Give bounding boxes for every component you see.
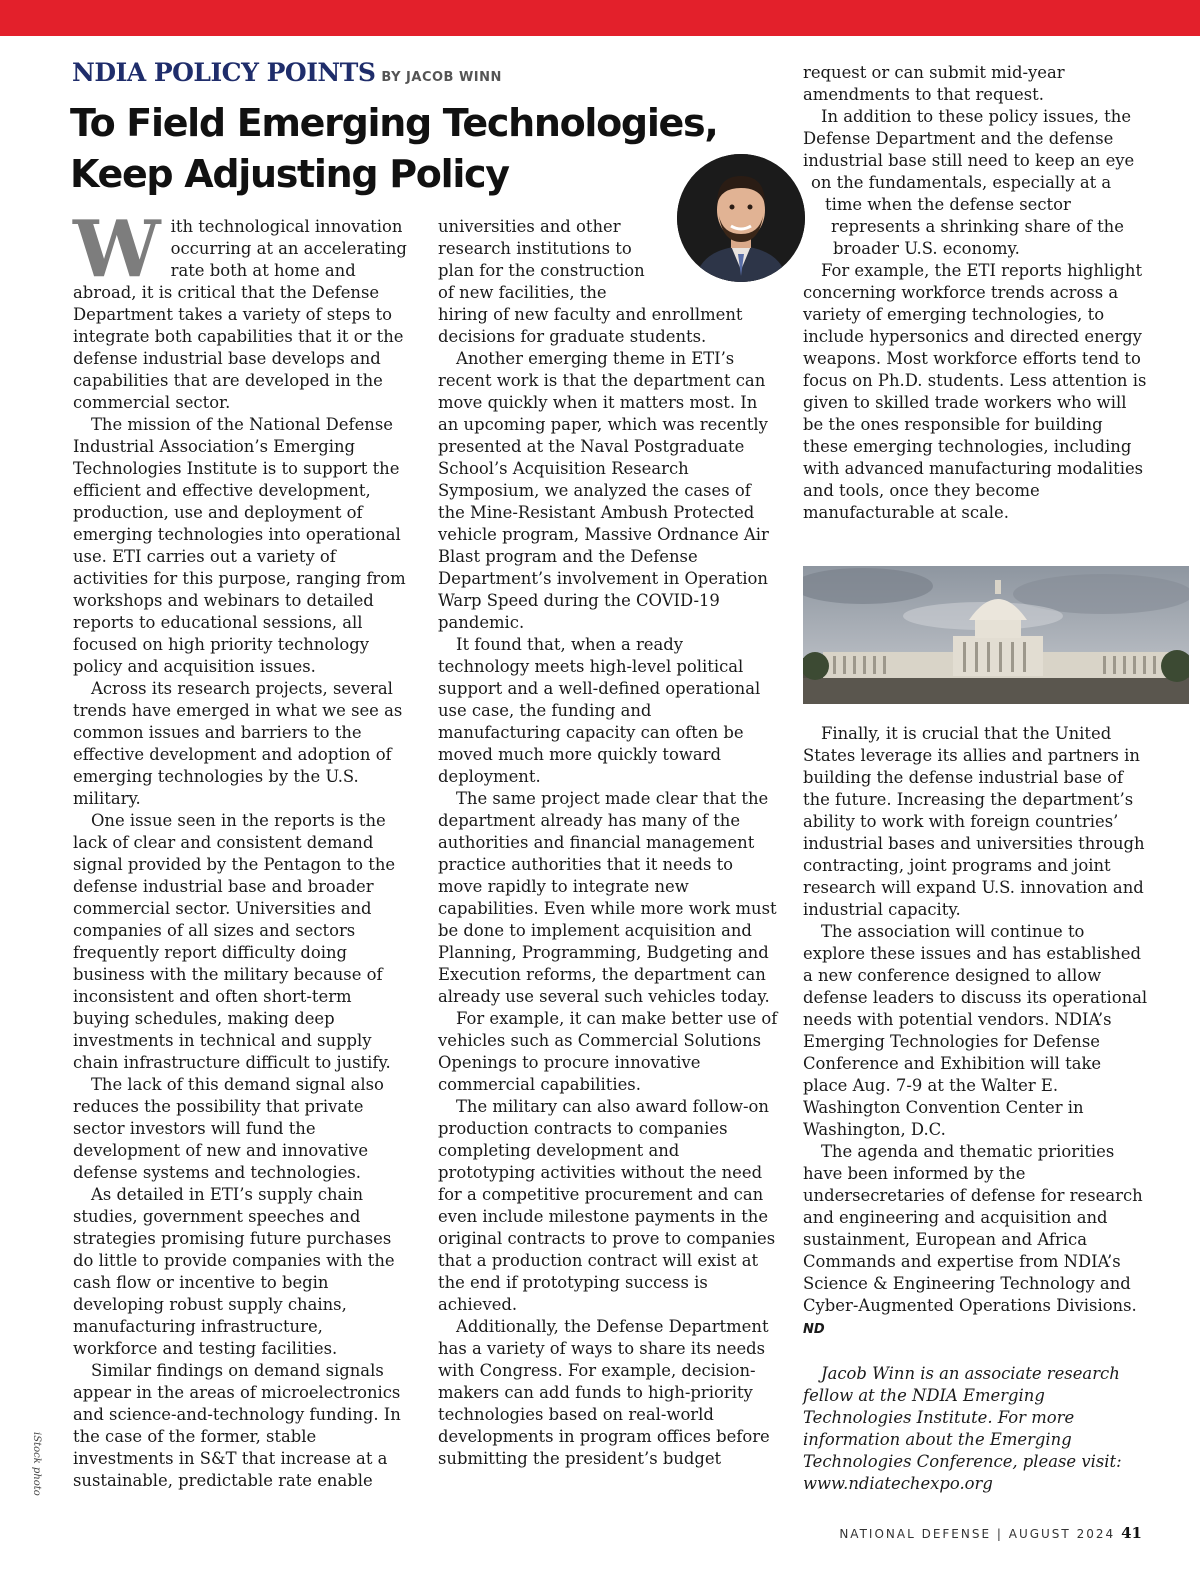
paragraph-text: ith technological innovation occurring at an accelerating rate both at home and abroad, it is critical that the Defense Department takes a variety of steps to integrate both capabilities that it or the defense industrial base develops and capabilities that are developed in the commercial sector.: [73, 217, 407, 412]
column-2: [438, 216, 778, 1470]
paragraph: Finally, it is crucial that the United States leverage its allies and partners in building the defense industrial base of the future. Increasing the department’s ability to work with foreign countries’ industrial bases and universities through contracting, joint programs and joint research will expand U.S. innovation and industrial capacity.: [803, 724, 1145, 919]
capitol-photo: [803, 566, 1189, 704]
paragraph: request or can submit mid-year amendments to that request.: [803, 63, 1065, 104]
author-bio: Jacob Winn is an associate research fellow at the NDIA Emerging Technologies Institute. For more information about the Emerging Technologies Conference, please visit: www.ndiatechexpo.org: [803, 1364, 1122, 1493]
paragraph: Similar findings on demand signals appear in the areas of microelectronics and science-and-technology funding. In the case of the former, stable investments in S&T that increase at a sustainable, predictable rate enable: [73, 1361, 401, 1490]
column-3-top: [803, 62, 1148, 524]
photo-credit-text: iStock photo: [31, 1432, 42, 1496]
byline: BY JACOB WINN: [381, 70, 502, 85]
capitol-illustration: [803, 566, 1189, 704]
author-portrait-illustration: [677, 154, 805, 282]
wrap-spacer: [803, 194, 825, 216]
top-color-bar: [0, 0, 1200, 36]
paragraph: [803, 1141, 1148, 1341]
paragraph: Additionally, the Defense Department has a variety of ways to share its needs with Congress. For example, decision-makers can add funds to high-priority technologies based on real-world developments in program offices before submitting the president’s budget: [438, 1317, 770, 1468]
wrap-spacer: [803, 238, 833, 260]
paragraph: For example, it can make better use of vehicles such as Commercial Solutions Openings to procure innovative commercial capabilities.: [438, 1009, 778, 1094]
publication-line: NATIONAL DEFENSE | AUGUST 2024: [839, 1527, 1116, 1541]
end-mark: ND: [803, 1322, 825, 1337]
author-portrait: [677, 154, 805, 282]
column-1: [73, 204, 411, 1492]
paragraph: It found that, when a ready technology meets high-level political support and a well-defined operational use case, the funding and manufacturing capacity can often be moved much more quickly toward deployment.: [438, 635, 761, 786]
paragraph: The military can also award follow-on production contracts to companies completing development and prototyping activities without the need for a competitive procurement and can even include milestone payments in the original contracts to prove to companies that a production contract will exist at the end if prototyping success is achieved.: [438, 1097, 776, 1314]
paragraph: The mission of the National Defense Industrial Association’s Emerging Technologies Institute is to support the efficient and effective development, production, use and deployment of emerging technologies into operational use. ETI carries out a variety of activities for this purpose, ranging from workshops and webinars to detailed reports to educational sessions, all focused on high priority technology policy and acquisition issues.: [73, 415, 406, 676]
paragraph: Across its research projects, several trends have emerged in what we see as common issues and barriers to the effective development and adoption of emerging technologies by the U.S. military.: [73, 679, 403, 808]
headline-line-2: Keep Adjusting Policy: [70, 152, 509, 196]
page-footer: [839, 1524, 1142, 1542]
paragraph: For example, the ETI reports highlight concerning workforce trends across a variety of emerging technologies, to include hypersonics and directed energy weapons. Most workforce efforts tend to focus on Ph.D. students. Less attention is given to skilled trade workers who will be the ones responsible for building these emerging technologies, including with advanced manufacturing modalities and tools, once they become manufacturable at scale.: [803, 261, 1147, 522]
paragraph: The association will continue to explore these issues and has established a new conference designed to allow defense leaders to discuss its operational needs with potential vendors. NDIA’s Emerging Technologies for Defense Conference and Exhibition will take place Aug. 7-9 at the Walter E. Washington Convention Center in Washington, D.C.: [803, 922, 1148, 1139]
page-number: 41: [1121, 1524, 1142, 1542]
paragraph: Another emerging theme in ETI’s recent work is that the department can move quickly when it matters most. In an upcoming paper, which was recently presented at the Naval Postgraduate School’s Acquisition Research Symposium, we analyzed the cases of the Mine-Resistant Ambush Protected vehicle program, Massive Ordnance Air Blast program and the Defense Department’s involvement in Operation Warp Speed during the COVID-19 pandemic.: [438, 349, 769, 632]
paragraph: universities and other research institutions to plan for the construction of new facilities, the hiring of new faculty and enrollment decisions for graduate students.: [438, 217, 743, 346]
photo-credit: [14, 1432, 54, 1502]
paragraph: [73, 204, 411, 414]
section-label: NDIA POLICY POINTS: [72, 58, 376, 87]
paragraph: In addition to these policy issues, the Defense Department and the defense industrial base still need to keep an eye on the fundamentals, especially at a time when the defense sector represents a shrinking share of the broader U.S. economy.: [803, 107, 1135, 258]
paragraph: The same project made clear that the department already has many of the authorities and financial management practice authorities that it needs to move rapidly to integrate new capabilities. Even while more work must be done to implement acquisition and Planning, Programming, Budgeting and Execution reforms, the department can already use several such vehicles today.: [438, 789, 777, 1006]
headline: [70, 98, 770, 200]
kicker: [72, 58, 502, 92]
paragraph: The lack of this demand signal also reduces the possibility that private sector investors will fund the development of new and innovative defense systems and technologies.: [73, 1075, 384, 1182]
paragraph: As detailed in ETI’s supply chain studies, government speeches and strategies promising future purchases do little to provide companies with the cash flow or incentive to begin developing robust supply chains, manufacturing infrastructure, workforce and testing facilities.: [73, 1185, 395, 1358]
column-3-bottom: [803, 723, 1148, 1495]
drop-cap: W: [73, 204, 161, 295]
headline-line-1: To Field Emerging Technologies,: [70, 101, 718, 145]
wrap-spacer: [803, 216, 831, 238]
paragraph: One issue seen in the reports is the lack of clear and consistent demand signal provided by the Pentagon to the defense industrial base and broader commercial sector. Universities and companies of all sizes and sectors frequently report difficulty doing business with the military because of inconsistent and often short-term buying schedules, making deep investments in technical and supply chain infrastructure difficult to justify.: [73, 811, 396, 1072]
wrap-spacer: [803, 172, 811, 194]
paragraph-text: The agenda and thematic priorities have been informed by the undersecretaries of defense for research and engineering and acquisition and sustainment, European and Africa Commands and expertise from NDIA’s Science & Engineering Technology and Cyber-Augmented Operations Divisions.: [803, 1142, 1143, 1315]
